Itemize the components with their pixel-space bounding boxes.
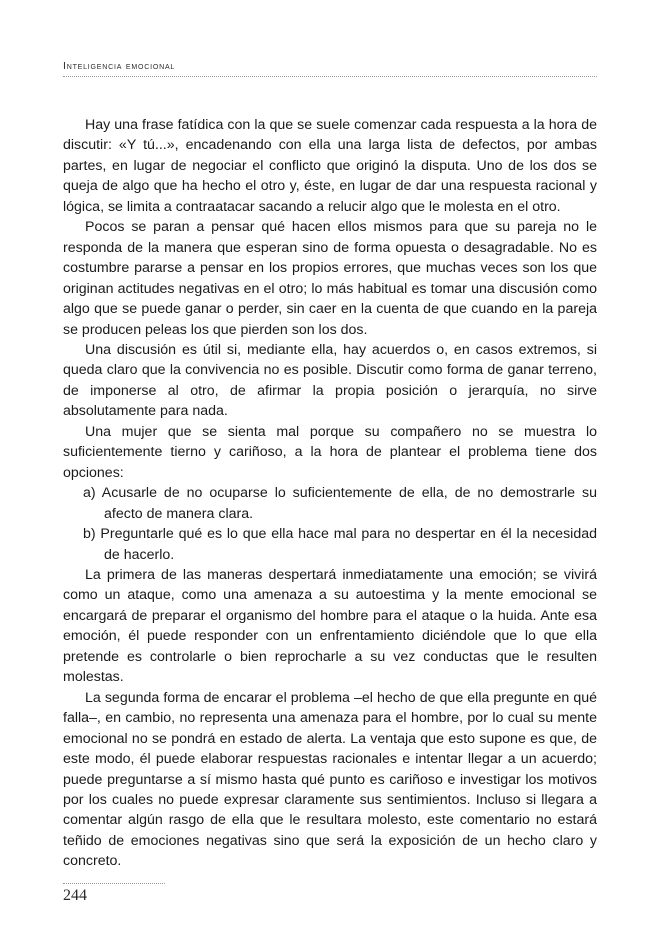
list-item: b) Preguntarle qué es lo que ella hace mal para no despertar en él la necesidad de hacerlo. bbox=[83, 526, 597, 563]
paragraph: Pocos se paran a pensar qué hacen ellos mismos para que su pareja no le responda de la manera que esperan sino de forma opuesta o desagradable. No es costumbre pararse a pensar en los propios errores, que muchas veces son los que originan actitudes negativas en el otro; lo más habitual es tomar una discusión como algo que se puede ganar o perder, sin caer en la cuenta de que cuando en la pareja se producen peleas los que pierden son los dos. bbox=[63, 219, 597, 338]
page-number: 244 bbox=[63, 887, 87, 904]
paragraph: Una mujer que se sienta mal porque su compañero no se muestra lo suficientemente tierno y cariñoso, a la hora de plantear el problema tiene dos opciones: bbox=[63, 423, 597, 481]
footer-divider bbox=[63, 883, 165, 884]
header-divider bbox=[63, 76, 597, 77]
paragraph: Una discusión es útil si, mediante ella, hay acuerdos o, en casos extremos, si queda claro que la convivencia no es posible. Discutir como forma de ganar terreno, de imponerse al otro, de afirmar la propia posición o jerarquía, no sirve absolutamente para nada. bbox=[63, 341, 597, 420]
list-item: a) Acusarle de no ocuparse lo suficientemente de ella, de no demostrarle su afecto de manera clara. bbox=[83, 485, 597, 522]
paragraph: Hay una frase fatídica con la que se suele comenzar cada respuesta a la hora de discutir: «Y tú...», encadenando con ella una larga lista de defectos, por ambas partes, en lugar de negociar el conflicto que originó la disputa. Uno de los dos se queja de algo que ha hecho el otro y, éste, en lugar de dar una respuesta racional y lógica, se limita a contraatacar sacando a relucir algo que le molesta en el otro. bbox=[63, 117, 597, 215]
body-text bbox=[63, 115, 597, 872]
running-title: Inteligencia emocional bbox=[63, 60, 176, 72]
paragraph: La segunda forma de encarar el problema –el hecho de que ella pregunte en qué falla–, en cambio, no representa una amenaza para el hombre, por lo cual su mente emocional no se pondrá en estado de alerta. La ventaja que esto supone es que, de este modo, él puede elaborar respuestas racionales e intentar llegar a un acuerdo; puede preguntarse a sí mismo hasta qué punto es cariñoso e investigar los motivos por los cuales no puede expresar claramente sus sentimientos. Incluso si llegara a comentar algún rasgo de ella que le resultara molesto, este comentario no estará teñido de emociones negativas sino que será la exposición de un hecho claro y concreto. bbox=[63, 689, 597, 870]
paragraph: La primera de las maneras despertará inmediatamente una emoción; se vivirá como un ataque, como una amenaza a su autoestima y la mente emocional se encargará de preparar el organismo del hombre para el ataque o la huida. Ante esa emoción, él puede responder con un enfrentamiento diciéndole que lo que ella pretende es controlarle o bien reprocharle a su vez conductas que le resulten molestas. bbox=[63, 566, 597, 686]
